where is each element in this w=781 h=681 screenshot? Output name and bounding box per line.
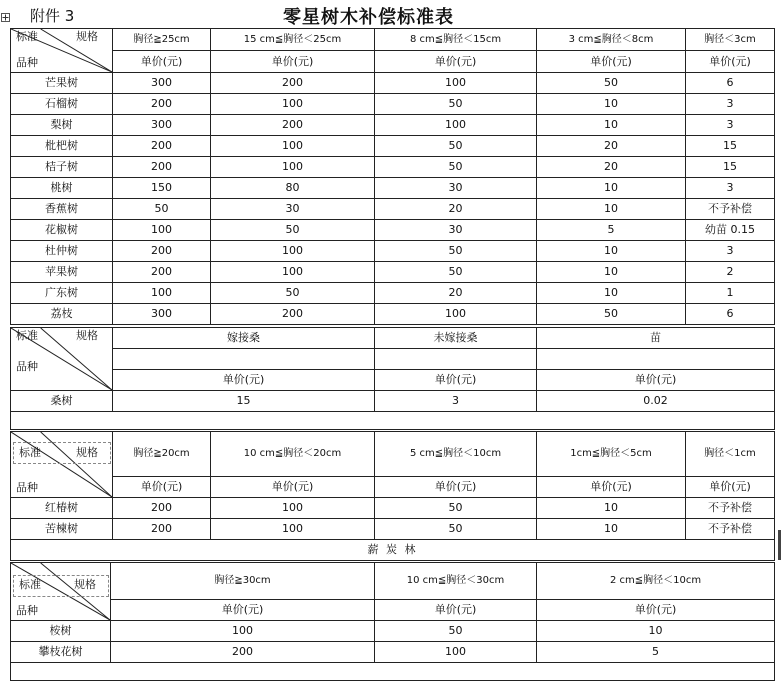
- price-cell: 300: [113, 115, 211, 136]
- price-cell: 3: [686, 94, 775, 115]
- price-cell: 200: [113, 136, 211, 157]
- corner-variety-label: 品种: [16, 604, 38, 617]
- tree-name-cell: 芒果树: [11, 73, 113, 94]
- price-cell: 100: [113, 220, 211, 241]
- price-cell: 30: [375, 220, 537, 241]
- price-cell: 不予补偿: [686, 199, 775, 220]
- price-cell: 3: [686, 115, 775, 136]
- corner-header-cell: [11, 563, 111, 621]
- unit-price-header: 单价(元): [537, 51, 686, 73]
- tree-name-cell: 荔枝: [11, 304, 113, 325]
- table-row: [11, 304, 775, 325]
- price-cell: 20: [375, 283, 537, 304]
- price-cell: 2: [686, 262, 775, 283]
- corner-standard-label: 标准: [16, 329, 38, 342]
- table-row: [11, 199, 775, 220]
- table-row: [11, 241, 775, 262]
- column-header: 胸径＜1cm: [686, 432, 775, 477]
- fuelwood-caption: 薪 炭 林: [11, 540, 775, 561]
- column-header: 15 cm≦胸径＜25cm: [211, 29, 375, 51]
- price-cell: 100: [211, 519, 375, 540]
- empty-cell: [113, 349, 375, 370]
- tree-name-cell: 桔子树: [11, 157, 113, 178]
- fruit-tree-table: [10, 28, 775, 325]
- price-cell: 3: [686, 178, 775, 199]
- price-cell: 20: [537, 157, 686, 178]
- corner-header-cell: [11, 432, 113, 498]
- price-cell: 30: [211, 199, 375, 220]
- unit-price-header: 单价(元): [113, 477, 211, 498]
- timber-tree-rows: [11, 498, 775, 540]
- tree-name-cell: 攀枝花树: [11, 642, 111, 663]
- price-cell: 不予补偿: [686, 519, 775, 540]
- attachment-label: 附件 3: [30, 7, 75, 25]
- price-cell: 50: [375, 498, 537, 519]
- price-cell: 100: [375, 304, 537, 325]
- price-cell: 20: [375, 199, 537, 220]
- price-cell: 300: [113, 73, 211, 94]
- unit-price-header: 单价(元): [113, 51, 211, 73]
- price-cell: 50: [375, 94, 537, 115]
- table-row: [11, 498, 775, 519]
- tree-name-cell: 桑树: [11, 391, 113, 412]
- unit-price-header: 单价(元): [537, 370, 775, 391]
- unit-price-header: 单价(元): [113, 370, 375, 391]
- unit-price-header: 单价(元): [537, 477, 686, 498]
- tree-name-cell: 桃树: [11, 178, 113, 199]
- column-header: 1cm≦胸径＜5cm: [537, 432, 686, 477]
- table-row: [11, 391, 775, 412]
- price-cell: 100: [211, 136, 375, 157]
- price-cell: 200: [113, 498, 211, 519]
- column-header: 苗: [537, 328, 775, 349]
- price-cell: 100: [375, 73, 537, 94]
- empty-cell: [537, 349, 775, 370]
- column-header: 胸径≧25cm: [113, 29, 211, 51]
- price-cell: 100: [113, 283, 211, 304]
- price-cell: 300: [113, 304, 211, 325]
- table-row: [11, 73, 775, 94]
- timber-tree-table: [10, 431, 775, 561]
- price-cell: 100: [111, 621, 375, 642]
- price-cell: 10: [537, 262, 686, 283]
- price-cell: 10: [537, 199, 686, 220]
- price-cell: 不予补偿: [686, 498, 775, 519]
- price-cell: 100: [211, 94, 375, 115]
- price-cell: 100: [375, 115, 537, 136]
- price-cell: 50: [375, 519, 537, 540]
- table-row: [11, 220, 775, 241]
- price-cell: 50: [113, 199, 211, 220]
- price-cell: 100: [375, 642, 537, 663]
- corner-header-cell: [11, 29, 113, 73]
- unit-price-header: 单价(元): [686, 477, 775, 498]
- price-cell: 10: [537, 178, 686, 199]
- price-cell: 200: [211, 304, 375, 325]
- price-cell: 50: [375, 621, 537, 642]
- mulberry-table: [10, 327, 775, 430]
- price-cell: 50: [375, 136, 537, 157]
- table-move-handle-icon[interactable]: [1, 13, 10, 22]
- corner-header-cell: [11, 328, 113, 391]
- spacer-row: [11, 663, 775, 681]
- unit-price-header: 单价(元): [111, 600, 375, 621]
- price-cell: 3: [375, 391, 537, 412]
- unit-price-header: 单价(元): [537, 600, 775, 621]
- price-cell: 50: [211, 220, 375, 241]
- fuelwood-table: [10, 562, 775, 681]
- unit-price-header: 单价(元): [686, 51, 775, 73]
- price-cell: 50: [375, 262, 537, 283]
- price-cell: 50: [537, 73, 686, 94]
- column-header: 3 cm≦胸径＜8cm: [537, 29, 686, 51]
- tree-name-cell: 红椿树: [11, 498, 113, 519]
- price-cell: 150: [113, 178, 211, 199]
- price-cell: 5: [537, 220, 686, 241]
- price-cell: 100: [211, 498, 375, 519]
- price-cell: 10: [537, 283, 686, 304]
- price-cell: 100: [211, 262, 375, 283]
- price-cell: 200: [211, 73, 375, 94]
- fruit-tree-rows: [11, 73, 775, 325]
- price-cell: 200: [113, 157, 211, 178]
- price-cell: 50: [211, 283, 375, 304]
- unit-price-header: 单价(元): [211, 51, 375, 73]
- unit-price-header: 单价(元): [211, 477, 375, 498]
- table-row: [11, 178, 775, 199]
- column-header: 10 cm≦胸径＜30cm: [375, 563, 537, 600]
- column-header: 2 cm≦胸径＜10cm: [537, 563, 775, 600]
- corner-standard-label: 标准: [19, 578, 41, 591]
- table-row: [11, 94, 775, 115]
- corner-variety-label: 品种: [16, 56, 38, 69]
- price-cell: 200: [113, 262, 211, 283]
- price-cell: 200: [211, 115, 375, 136]
- price-cell: 100: [211, 241, 375, 262]
- corner-standard-label: 标准: [19, 446, 41, 459]
- fuelwood-rows: [11, 621, 775, 663]
- price-cell: 20: [537, 136, 686, 157]
- price-cell: 6: [686, 304, 775, 325]
- corner-variety-label: 品种: [16, 360, 38, 373]
- price-cell: 10: [537, 519, 686, 540]
- price-cell: 200: [111, 642, 375, 663]
- corner-spec-label: 规格: [74, 578, 96, 591]
- price-cell: 100: [211, 157, 375, 178]
- column-header: 10 cm≦胸径＜20cm: [211, 432, 375, 477]
- corner-variety-label: 品种: [16, 481, 38, 494]
- unit-price-header: 单价(元): [375, 51, 537, 73]
- price-cell: 80: [211, 178, 375, 199]
- price-cell: 10: [537, 498, 686, 519]
- table-row: [11, 621, 775, 642]
- tree-name-cell: 枇杷树: [11, 136, 113, 157]
- tree-name-cell: 苦楝树: [11, 519, 113, 540]
- price-cell: 1: [686, 283, 775, 304]
- page-title: 零星树木补偿标准表: [283, 7, 454, 28]
- column-header: 嫁接桑: [113, 328, 375, 349]
- tree-name-cell: 石榴树: [11, 94, 113, 115]
- corner-spec-label: 规格: [76, 329, 98, 342]
- column-header: 8 cm≦胸径＜15cm: [375, 29, 537, 51]
- table-row: [11, 115, 775, 136]
- table-row: [11, 262, 775, 283]
- price-cell: 幼苗 0.15: [686, 220, 775, 241]
- unit-price-header: 单价(元): [375, 600, 537, 621]
- column-header: 胸径≧20cm: [113, 432, 211, 477]
- tree-name-cell: 苹果树: [11, 262, 113, 283]
- price-cell: 10: [537, 115, 686, 136]
- corner-standard-label: 标准: [16, 30, 38, 43]
- table-row: [11, 157, 775, 178]
- unit-price-header: 单价(元): [375, 477, 537, 498]
- tree-name-cell: 桉树: [11, 621, 111, 642]
- price-cell: 15: [113, 391, 375, 412]
- column-header: 胸径≧30cm: [111, 563, 375, 600]
- table-row: [11, 519, 775, 540]
- tree-name-cell: 广东树: [11, 283, 113, 304]
- price-cell: 50: [537, 304, 686, 325]
- price-cell: 15: [686, 136, 775, 157]
- unit-price-header: 单价(元): [375, 370, 537, 391]
- table-row: [11, 642, 775, 663]
- price-cell: 6: [686, 73, 775, 94]
- column-header: 5 cm≦胸径＜10cm: [375, 432, 537, 477]
- price-cell: 10: [537, 241, 686, 262]
- column-header: 胸径＜3cm: [686, 29, 775, 51]
- price-cell: 5: [537, 642, 775, 663]
- column-header: 未嫁接桑: [375, 328, 537, 349]
- tree-name-cell: 梨树: [11, 115, 113, 136]
- price-cell: 15: [686, 157, 775, 178]
- corner-spec-label: 规格: [76, 30, 98, 43]
- price-cell: 30: [375, 178, 537, 199]
- price-cell: 200: [113, 241, 211, 262]
- price-cell: 10: [537, 621, 775, 642]
- price-cell: 200: [113, 519, 211, 540]
- table-row: [11, 136, 775, 157]
- spacer-row: [11, 412, 775, 430]
- corner-spec-label: 规格: [76, 446, 98, 459]
- tree-name-cell: 香蕉树: [11, 199, 113, 220]
- table-row: [11, 283, 775, 304]
- price-cell: 3: [686, 241, 775, 262]
- mulberry-rows: [11, 391, 775, 412]
- price-cell: 0.02: [537, 391, 775, 412]
- price-cell: 200: [113, 94, 211, 115]
- price-cell: 50: [375, 157, 537, 178]
- price-cell: 10: [537, 94, 686, 115]
- tree-name-cell: 花椒树: [11, 220, 113, 241]
- price-cell: 50: [375, 241, 537, 262]
- empty-cell: [375, 349, 537, 370]
- tree-name-cell: 杜仲树: [11, 241, 113, 262]
